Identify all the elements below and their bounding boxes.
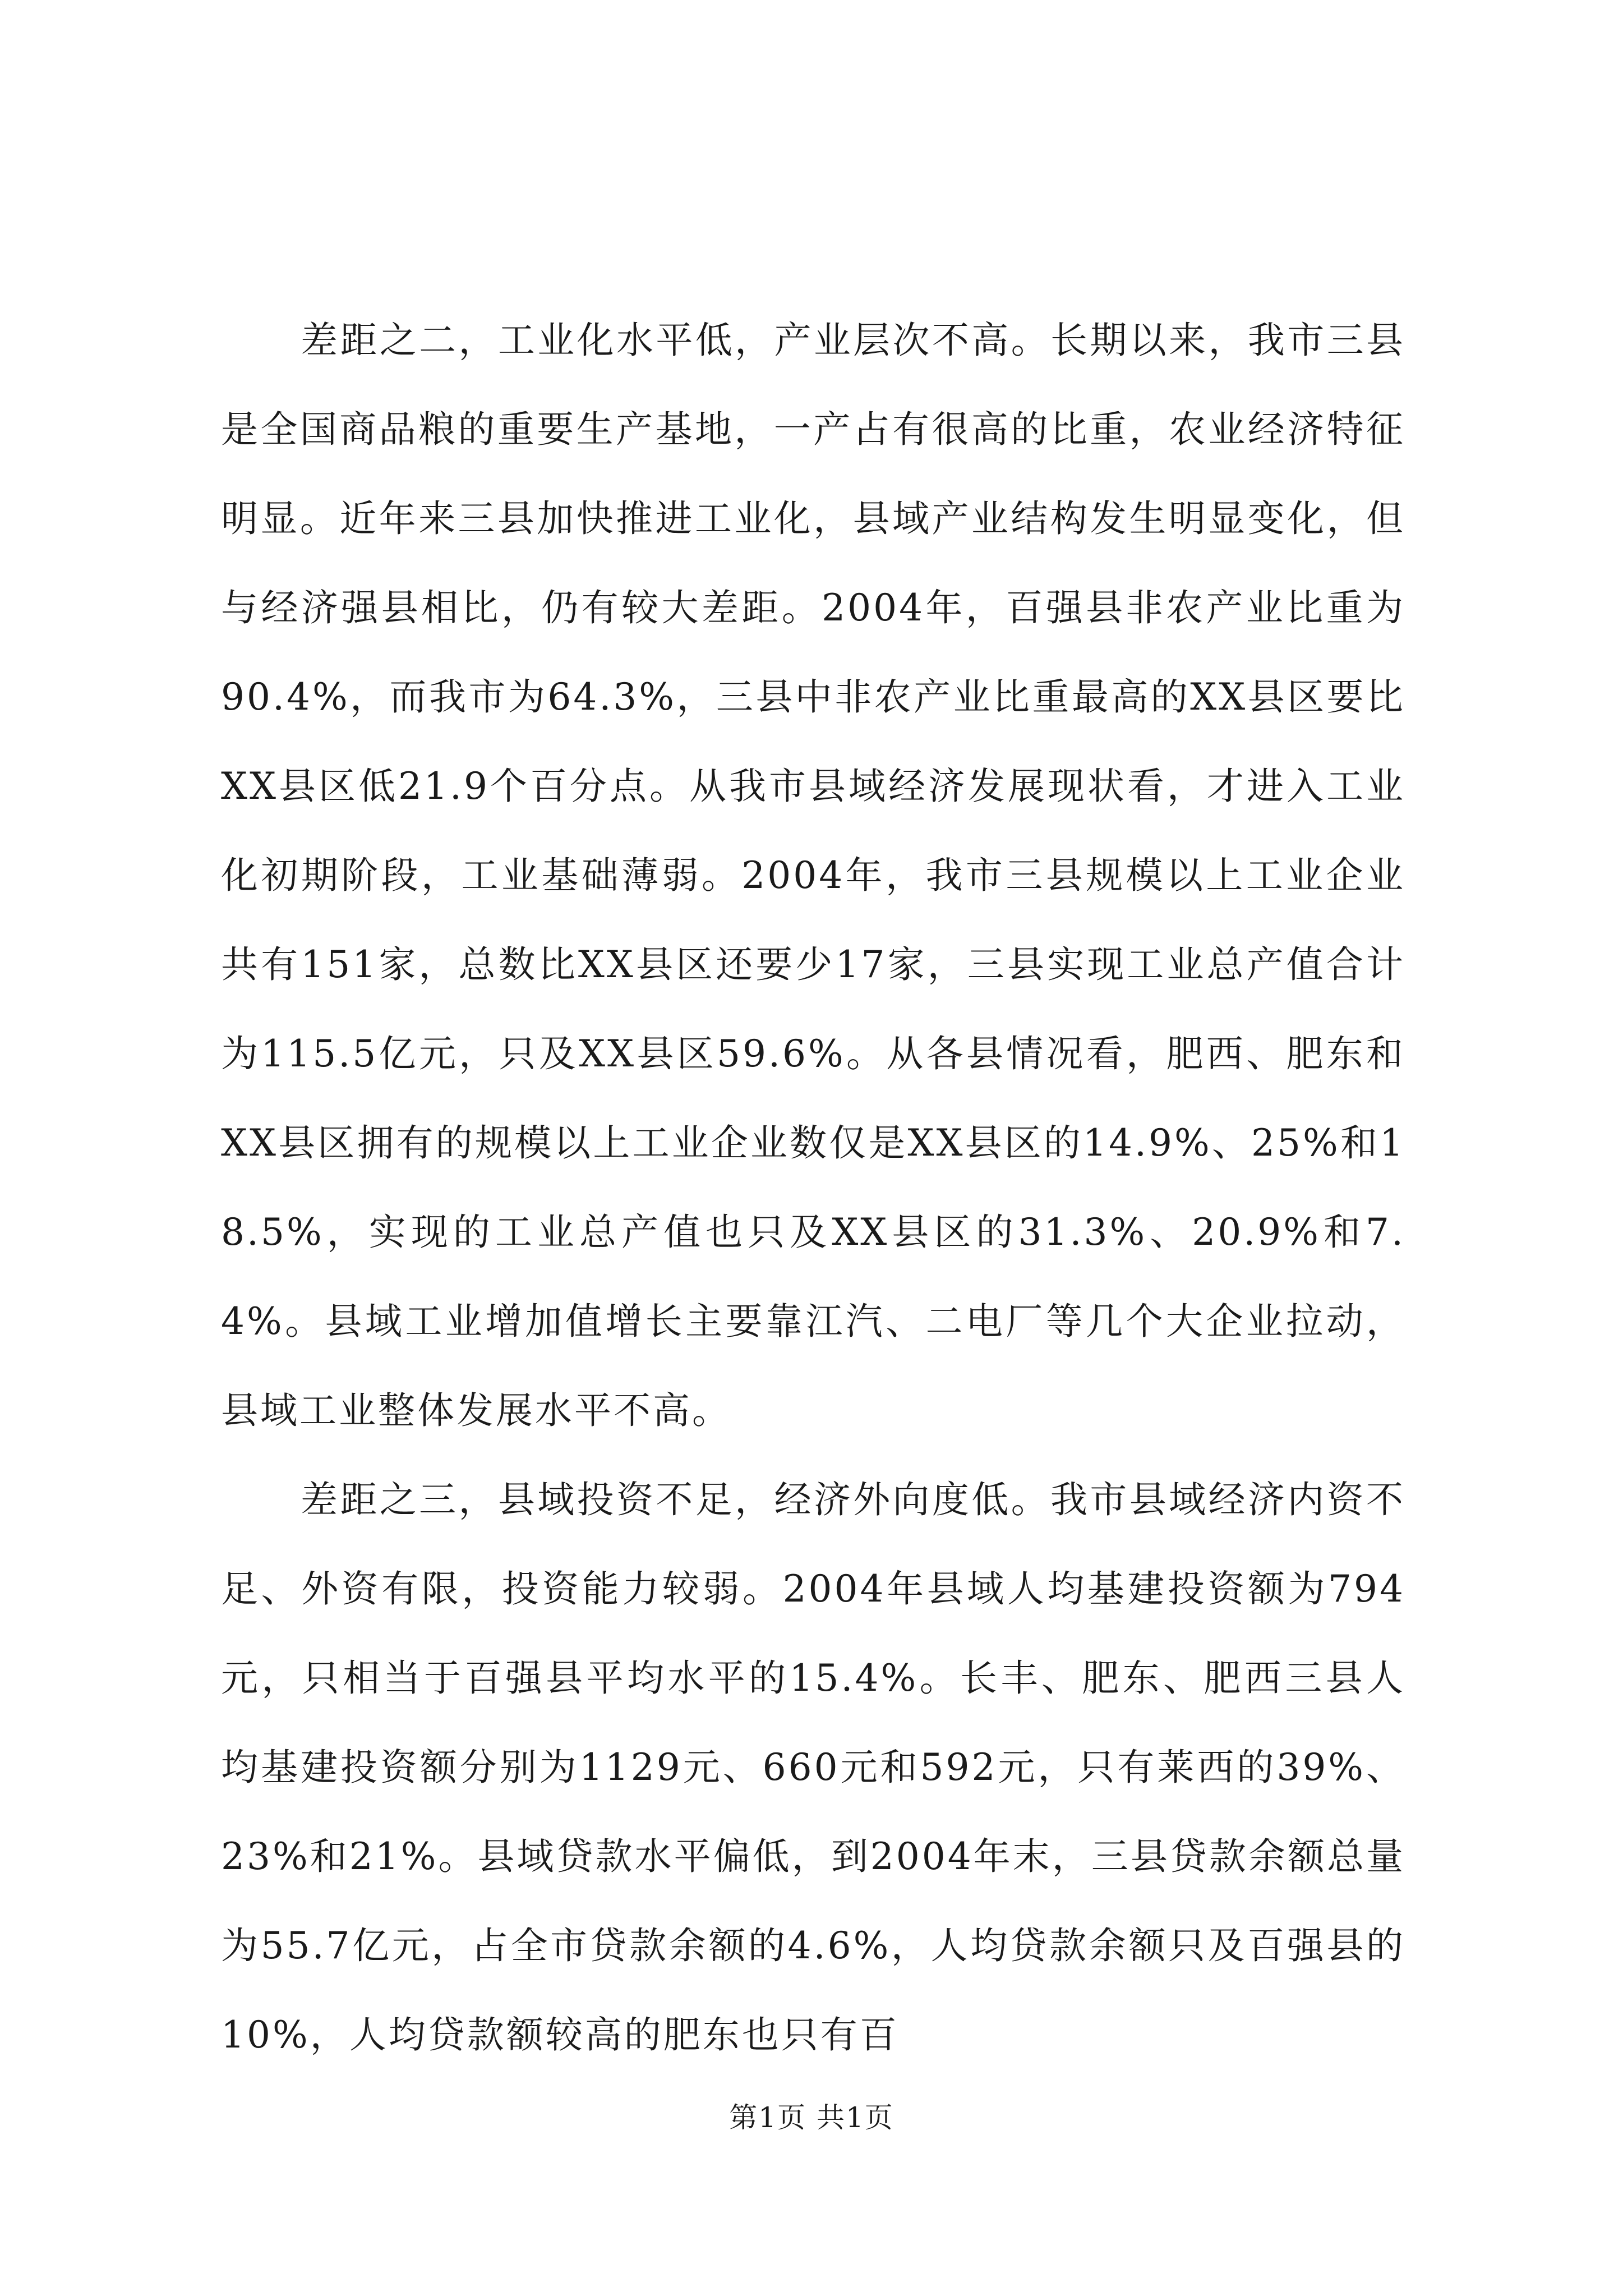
document-body <box>221 296 1405 2079</box>
paragraph-2: 差距之三，县域投资不足，经济外向度低。我市县域经济内资不足、外资有限，投资能力较弱。2004年县域人均基建投资额为794元，只相当于百强县平均水平的15.4%。长丰、肥东、肥西三县人均基建投资额分别为1129元、660元和592元，只有莱西的39%、23%和21%。县域贷款水平偏低，到2004年末，三县贷款余额总量为55.7亿元，占全市贷款余额的4.6%，人均贷款余额只及百强县的10%，人均贷款额较高的肥东也只有百 <box>221 1478 1405 2056</box>
paragraph-1: 差距之二，工业化水平低，产业层次不高。长期以来，我市三县是全国商品粮的重要生产基地，一产占有很高的比重，农业经济特征明显。近年来三县加快推进工业化，县域产业结构发生明显变化，但与经济强县相比，仍有较大差距。2004年，百强县非农产业比重为90.4%，而我市为64.3%，三县中非农产业比重最高的XX县区要比XX县区低21.9个百分点。从我市县域经济发展现状看，才进入工业化初期阶段，工业基础薄弱。2004年，我市三县规模以上工业企业共有151家，总数比XX县区还要少17家，三县实现工业总产值合计为115.5亿元，只及XX县区59.6%。从各县情况看，肥西、肥东和XX县区拥有的规模以上工业企业数仅是XX县区的14.9%、25%和18.5%，实现的工业总产值也只及XX县区的31.3%、20.9%和7.4%。县域工业增加值增长主要靠江汽、二电厂等几个大企业拉动，县域工业整体发展水平不高。 <box>221 319 1405 1432</box>
page-footer: 第1页 共1页 <box>729 2101 894 2134</box>
